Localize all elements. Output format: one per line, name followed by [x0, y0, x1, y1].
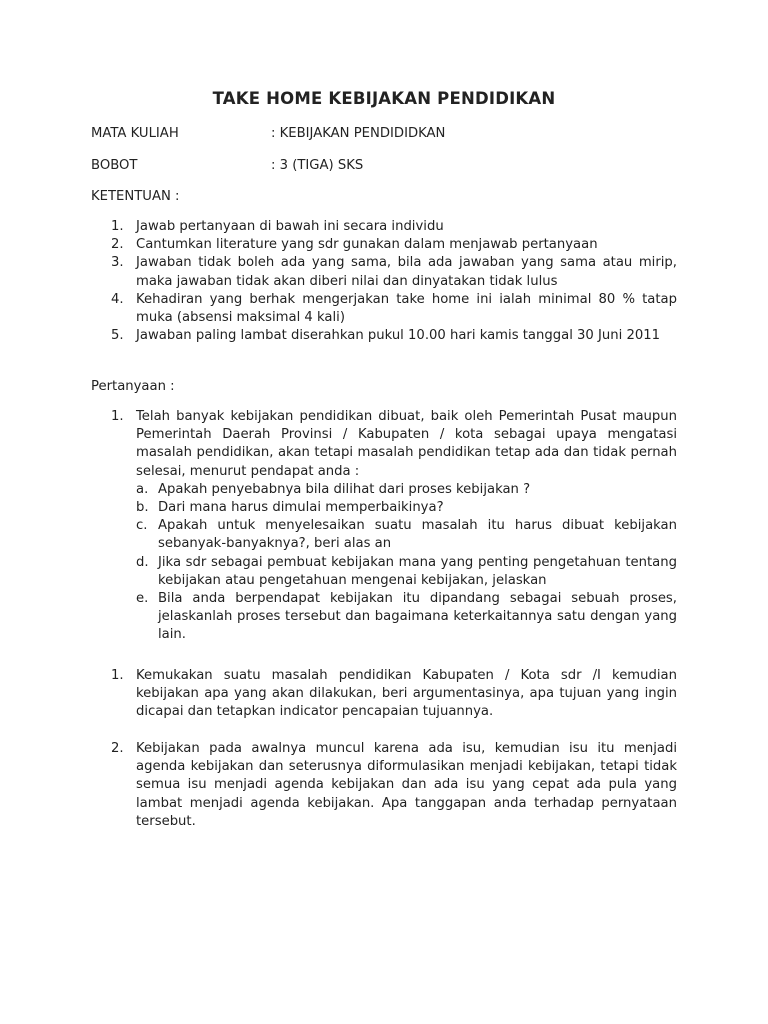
item-number: 1.	[111, 668, 124, 683]
sub-letter: c.	[136, 518, 148, 534]
meta-label: BOBOT	[91, 158, 138, 173]
item-text: Kehadiran yang berhak mengerjakan take home ini ialah minimal 80 % tatap muka (absensi maksimal 4 kali)	[136, 291, 677, 326]
item-number: 1.	[111, 409, 124, 424]
sub-question	[136, 517, 677, 553]
pertanyaan-heading: Pertanyaan :	[91, 379, 175, 394]
sub-text: Bila anda berpendapat kebijakan itu dipandang sebagai sebuah proses, jelaskanlah proses tersebut dan bagaimana keterkaitannya satu dengan yang lain.	[158, 591, 677, 643]
sub-letter: e.	[136, 591, 149, 607]
sub-text: Jika sdr sebagai pembuat kebijakan mana yang penting pengetahuan tentang kebijakan atau pengetahuan mengenai kebijakan, jelaskan	[158, 554, 677, 588]
meta-label: MATA KULIAH	[91, 126, 179, 141]
document-title: TAKE HOME KEBIJAKAN PENDIDIKAN	[212, 89, 556, 108]
ketentuan-heading: KETENTUAN :	[91, 189, 180, 204]
sub-question	[136, 590, 677, 645]
sub-text: Apakah untuk menyelesaikan suatu masalah itu harus dibuat kebijakan sebanyak-banyaknya?, beri alas an	[158, 518, 677, 552]
sub-text: Dari mana harus dimulai memperbaikinya?	[158, 500, 444, 516]
question-text: Telah banyak kebijakan pendidikan dibuat, baik oleh Pemerintah Pusat maupun Pemerintah Daerah Provinsi / Kabupaten / kota sebagai upaya mengatasi masalah pendidikan, akan tetapi masalah pendidikan tetap ada dan tidak pernah selesai, menurut pendapat anda :	[136, 409, 677, 479]
item-text: Jawaban tidak boleh ada yang sama, bila ada jawaban yang sama atau mirip, maka jawaban tidak akan diberi nilai dan dinyatakan tidak lulus	[136, 255, 677, 289]
meta-value: : KEBIJAKAN PENDIDIDKAN	[271, 126, 446, 141]
item-number: 3.	[111, 255, 124, 271]
item-text: Jawab pertanyaan di bawah ini secara individu	[136, 219, 444, 234]
item-number: 5.	[111, 328, 124, 344]
sub-letter: a.	[136, 481, 149, 497]
list-item	[91, 667, 677, 722]
ketentuan-list	[91, 218, 677, 345]
item-text: Cantumkan literature yang sdr gunakan dalam menjawab pertanyaan	[136, 237, 598, 253]
sub-text: Apakah penyebabnya bila dilihat dari proses kebijakan ?	[158, 481, 531, 497]
question-2	[91, 667, 677, 722]
sub-question-list	[136, 481, 677, 645]
list-item	[91, 327, 677, 345]
item-number: 4.	[111, 291, 124, 307]
list-item	[91, 291, 677, 327]
list-item	[91, 218, 677, 236]
sub-question	[136, 499, 677, 517]
meta-value: : 3 (TIGA) SKS	[271, 158, 364, 173]
sub-question	[136, 481, 677, 499]
item-number: 2.	[111, 237, 124, 253]
item-number: 1.	[111, 219, 124, 234]
list-item	[91, 254, 677, 290]
question-3	[91, 740, 677, 831]
question-text: Kebijakan pada awalnya muncul karena ada isu, kemudian isu itu menjadi agenda kebijakan dan seterusnya diformulasikan menjadi kebijakan, tetapi tidak semua isu menjadi agenda kebijakan dan ada isu yang cepat ada pula yang lambat menjadi agenda kebijakan. Apa tanggapan anda terhadap pernyataan tersebut.	[136, 741, 677, 829]
sub-letter: b.	[136, 500, 149, 516]
sub-letter: d.	[136, 554, 149, 570]
question-text: Kemukakan suatu masalah pendidikan Kabupaten / Kota sdr /I kemudian kebijakan apa yang akan dilakukan, beri argumentasinya, apa tujuan yang ingin dicapai dan tetapkan indicator pencapaian tujuannya.	[136, 668, 677, 720]
list-item	[91, 236, 677, 254]
item-number: 2.	[111, 741, 124, 756]
list-item	[91, 408, 677, 645]
sub-question	[136, 554, 677, 590]
item-text: Jawaban paling lambat diserahkan pukul 10.00 hari kamis tanggal 30 Juni 2011	[136, 328, 661, 344]
question-1	[91, 408, 677, 645]
list-item	[91, 740, 677, 831]
